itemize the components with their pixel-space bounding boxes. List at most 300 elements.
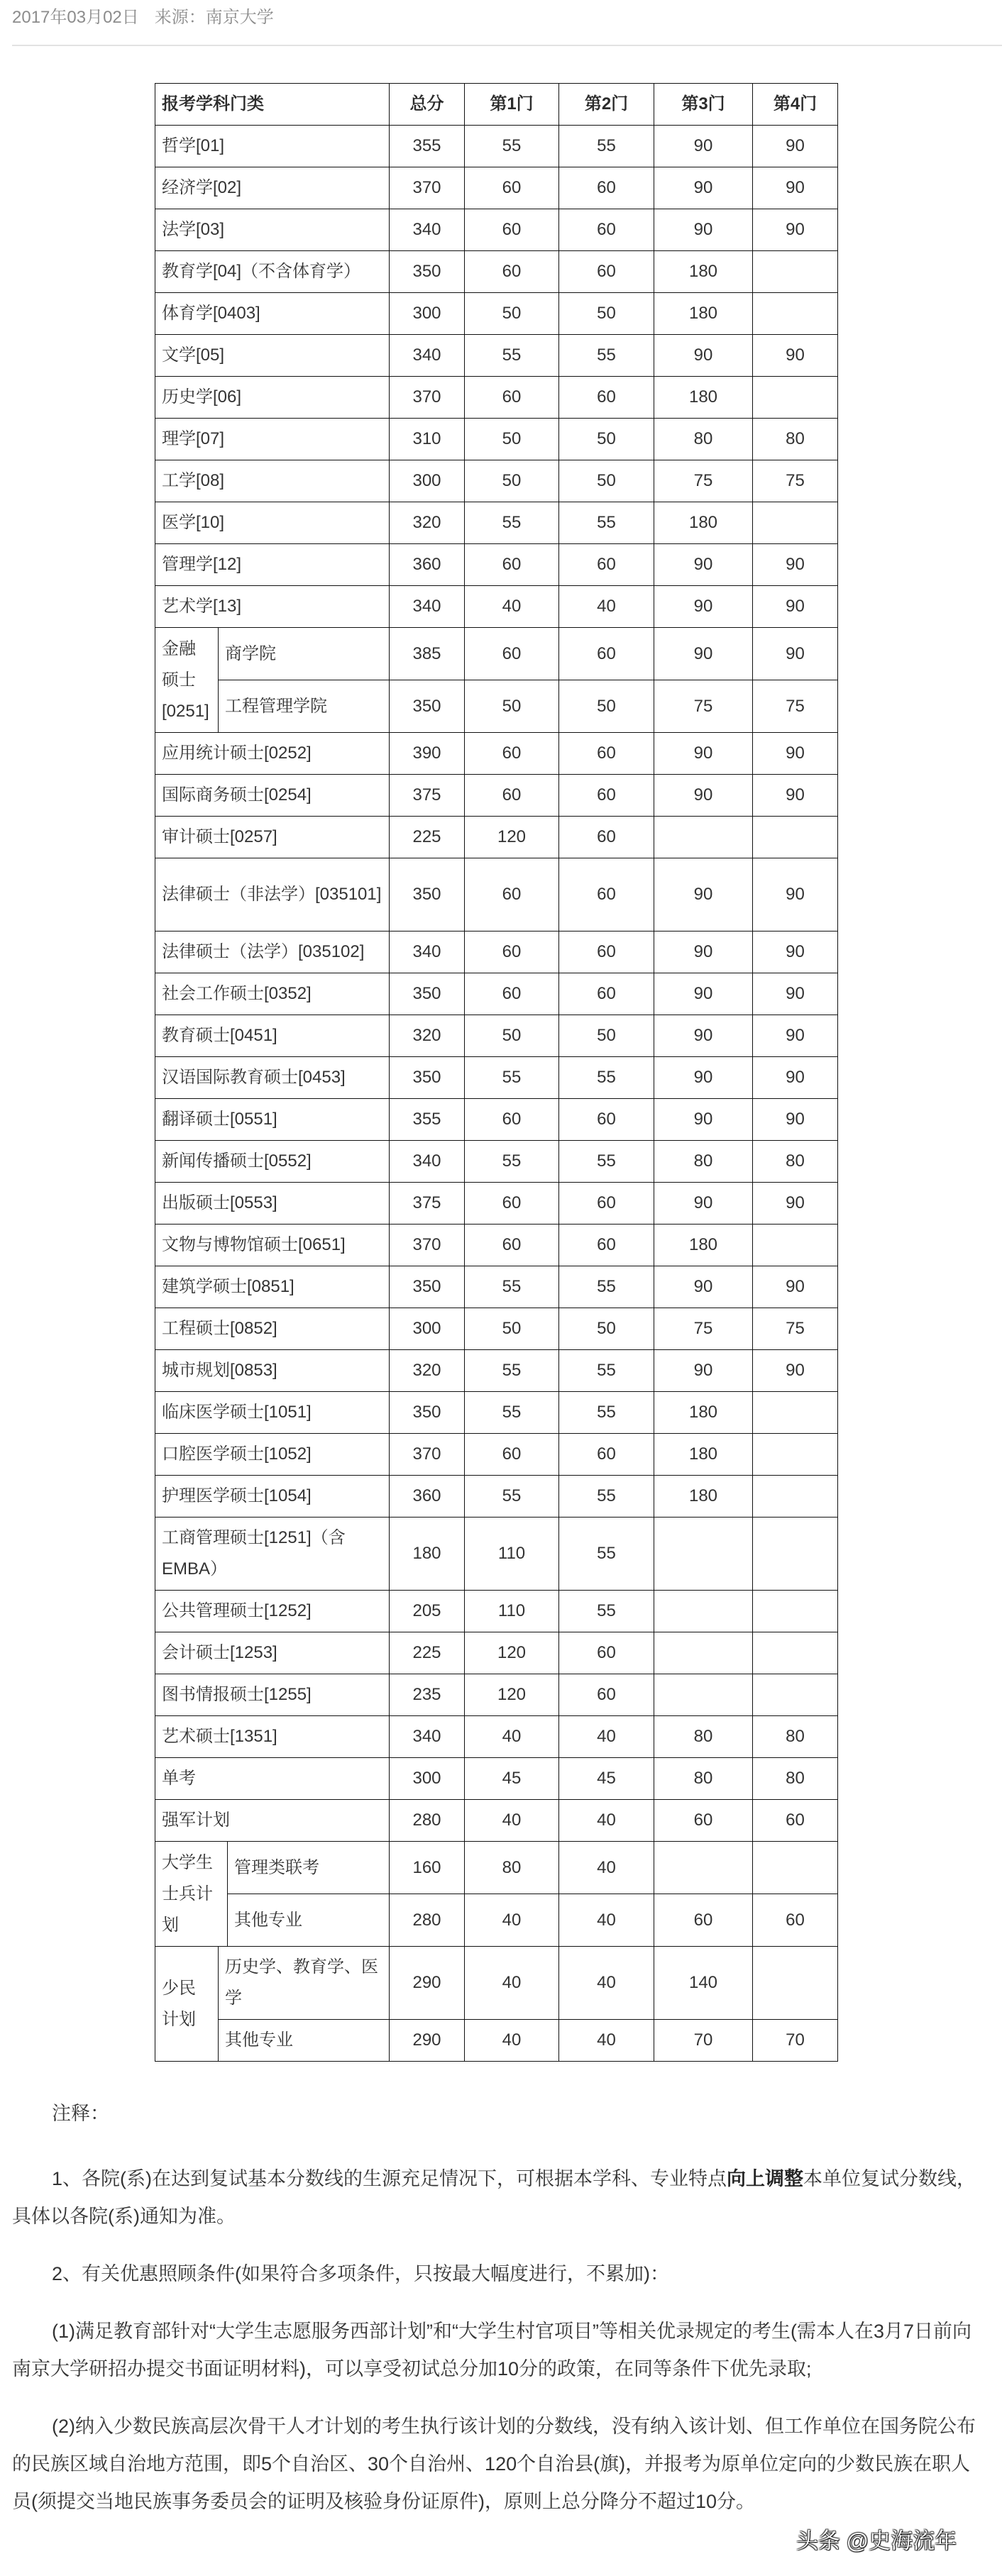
- category-cell: 图书情报硕士[1255]: [155, 1674, 390, 1716]
- subject1-cell: 50: [465, 680, 559, 733]
- total-cell: 280: [390, 1894, 465, 1947]
- subject3-cell: 80: [654, 419, 753, 460]
- subject1-cell: 55: [465, 1266, 559, 1308]
- subject2-cell: 40: [559, 1716, 654, 1758]
- subject4-cell: 90: [753, 1015, 838, 1057]
- subject4-cell: 90: [753, 209, 838, 251]
- source-label: 来源：: [154, 8, 206, 27]
- subject1-cell: 110: [465, 1591, 559, 1632]
- subject3-cell: 90: [654, 1183, 753, 1225]
- subcategory-cell: 工程管理学院: [219, 680, 390, 733]
- category-cell: 新闻传播硕士[0552]: [155, 1141, 390, 1183]
- subject3-cell: 180: [654, 251, 753, 293]
- subcategory-cell: 其他专业: [219, 2020, 390, 2062]
- category-cell: 哲学[01]: [155, 126, 390, 167]
- total-cell: 370: [390, 1434, 465, 1476]
- subject3-cell: 75: [654, 680, 753, 733]
- subject4-cell: 90: [753, 126, 838, 167]
- total-cell: 320: [390, 1015, 465, 1057]
- header-subject3: 第3门: [654, 84, 753, 126]
- subject1-cell: 80: [465, 1842, 559, 1894]
- header-subject4: 第4门: [753, 84, 838, 126]
- subject2-cell: 40: [559, 1947, 654, 2020]
- subject1-cell: 55: [465, 502, 559, 544]
- subject4-cell: 75: [753, 460, 838, 502]
- table-row: [155, 1057, 838, 1099]
- total-cell: 385: [390, 628, 465, 680]
- subject4-cell: [753, 1591, 838, 1632]
- total-cell: 160: [390, 1842, 465, 1894]
- total-cell: 350: [390, 1057, 465, 1099]
- total-cell: 340: [390, 1141, 465, 1183]
- table-row: [155, 251, 838, 293]
- notes-section: [12, 2095, 983, 2541]
- subject3-cell: 180: [654, 502, 753, 544]
- category-cell: 法律硕士（非法学）[035101]: [155, 858, 390, 932]
- subject1-cell: 55: [465, 1476, 559, 1518]
- category-cell: 工学[08]: [155, 460, 390, 502]
- subcategory-cell: 管理类联考: [228, 1842, 390, 1894]
- subject1-cell: 40: [465, 2020, 559, 2062]
- subject3-cell: [654, 1518, 753, 1591]
- publish-date: 2017年03月02日: [12, 8, 139, 27]
- category-cell: 公共管理硕士[1252]: [155, 1591, 390, 1632]
- subject1-cell: 55: [465, 1141, 559, 1183]
- category-cell: 文学[05]: [155, 335, 390, 377]
- subject1-cell: 50: [465, 1308, 559, 1350]
- subject1-cell: 60: [465, 858, 559, 932]
- subject2-cell: 55: [559, 502, 654, 544]
- subject1-cell: 60: [465, 775, 559, 817]
- category-cell: 文物与博物馆硕士[0651]: [155, 1225, 390, 1266]
- subject1-cell: 60: [465, 973, 559, 1015]
- category-cell: 教育学[04]（不含体育学）: [155, 251, 390, 293]
- total-cell: 340: [390, 209, 465, 251]
- subject3-cell: 90: [654, 858, 753, 932]
- subject4-cell: 75: [753, 680, 838, 733]
- table-row: [155, 1591, 838, 1632]
- subject4-cell: [753, 293, 838, 335]
- subject4-cell: [753, 1842, 838, 1894]
- subject2-cell: 50: [559, 419, 654, 460]
- subject2-cell: 60: [559, 1183, 654, 1225]
- subject1-cell: 60: [465, 251, 559, 293]
- subject1-cell: 60: [465, 628, 559, 680]
- subject3-cell: 90: [654, 628, 753, 680]
- total-cell: 350: [390, 1392, 465, 1434]
- group-cell: 少民计划: [155, 1947, 219, 2062]
- subject2-cell: 55: [559, 335, 654, 377]
- subject2-cell: 60: [559, 1674, 654, 1716]
- table-row: [155, 680, 838, 733]
- table-row: [155, 775, 838, 817]
- category-cell: 法学[03]: [155, 209, 390, 251]
- total-cell: 300: [390, 460, 465, 502]
- total-cell: 340: [390, 1716, 465, 1758]
- subject3-cell: 90: [654, 733, 753, 775]
- header-divider: [12, 45, 1002, 46]
- subject4-cell: [753, 1434, 838, 1476]
- subject2-cell: 60: [559, 973, 654, 1015]
- subject2-cell: 55: [559, 1476, 654, 1518]
- category-cell: 出版硕士[0553]: [155, 1183, 390, 1225]
- total-cell: 205: [390, 1591, 465, 1632]
- subject3-cell: 90: [654, 973, 753, 1015]
- table-row: [155, 1842, 838, 1894]
- subject4-cell: 90: [753, 586, 838, 628]
- subject1-cell: 55: [465, 126, 559, 167]
- table-row: [155, 1894, 838, 1947]
- subject2-cell: 60: [559, 1632, 654, 1674]
- subject1-cell: 40: [465, 1894, 559, 1947]
- subject2-cell: 60: [559, 1225, 654, 1266]
- subject4-cell: [753, 1392, 838, 1434]
- subject2-cell: 50: [559, 293, 654, 335]
- subject4-cell: [753, 1518, 838, 1591]
- category-cell: 翻译硕士[0551]: [155, 1099, 390, 1141]
- subject3-cell: 90: [654, 209, 753, 251]
- subject4-cell: 90: [753, 858, 838, 932]
- note-2-2: (2)纳入少数民族高层次骨干人才计划的考生执行该计划的分数线，没有纳入该计划、但工作单位在国务院公布的民族区域自治地方范围，即5个自治区、30个自治州、120个自治县(旗)，并报考为原单位定向的少数民族在职人员(须提交当地民族事务委员会的证明及核验身份证原件)，原则上总分降分不超过10分。: [12, 2416, 976, 2512]
- category-cell: 管理学[12]: [155, 544, 390, 586]
- subject2-cell: 40: [559, 2020, 654, 2062]
- category-cell: 历史学[06]: [155, 377, 390, 419]
- subject3-cell: 180: [654, 293, 753, 335]
- subject3-cell: 90: [654, 1350, 753, 1392]
- category-cell: 汉语国际教育硕士[0453]: [155, 1057, 390, 1099]
- subject3-cell: 90: [654, 1099, 753, 1141]
- subject1-cell: 60: [465, 377, 559, 419]
- category-cell: 单考: [155, 1758, 390, 1800]
- subject1-cell: 40: [465, 1947, 559, 2020]
- subject2-cell: 55: [559, 1057, 654, 1099]
- subject2-cell: 45: [559, 1758, 654, 1800]
- subject1-cell: 60: [465, 1183, 559, 1225]
- category-cell: 会计硕士[1253]: [155, 1632, 390, 1674]
- subject3-cell: 180: [654, 377, 753, 419]
- watermark: 头条 @史海流年: [796, 2528, 957, 2553]
- subject2-cell: 60: [559, 209, 654, 251]
- total-cell: 375: [390, 1183, 465, 1225]
- subject4-cell: 90: [753, 1057, 838, 1099]
- subject2-cell: 55: [559, 1350, 654, 1392]
- subject1-cell: 55: [465, 335, 559, 377]
- subject1-cell: 50: [465, 460, 559, 502]
- category-cell: 社会工作硕士[0352]: [155, 973, 390, 1015]
- total-cell: 355: [390, 1099, 465, 1141]
- subject1-cell: 40: [465, 1800, 559, 1842]
- total-cell: 225: [390, 1632, 465, 1674]
- total-cell: 340: [390, 586, 465, 628]
- subject3-cell: 140: [654, 1947, 753, 2020]
- subject3-cell: 90: [654, 126, 753, 167]
- table-row: [155, 628, 838, 680]
- subject1-cell: 45: [465, 1758, 559, 1800]
- category-cell: 护理医学硕士[1054]: [155, 1476, 390, 1518]
- subject3-cell: 80: [654, 1141, 753, 1183]
- subject1-cell: 55: [465, 1057, 559, 1099]
- subject2-cell: 60: [559, 775, 654, 817]
- category-cell: 城市规划[0853]: [155, 1350, 390, 1392]
- table-row: [155, 1476, 838, 1518]
- table-row: [155, 502, 838, 544]
- category-cell: 临床医学硕士[1051]: [155, 1392, 390, 1434]
- subject2-cell: 60: [559, 733, 654, 775]
- subject4-cell: 90: [753, 932, 838, 973]
- table-row: [155, 1434, 838, 1476]
- total-cell: 370: [390, 167, 465, 209]
- subject2-cell: 40: [559, 1800, 654, 1842]
- subject2-cell: 60: [559, 544, 654, 586]
- table-row: [155, 2020, 838, 2062]
- note-2: 2、有关优惠照顾条件(如果符合多项条件，只按最大幅度进行，不累加)：: [52, 2263, 669, 2284]
- subject4-cell: [753, 1947, 838, 2020]
- subject2-cell: 60: [559, 932, 654, 973]
- subject4-cell: 90: [753, 1183, 838, 1225]
- total-cell: 360: [390, 544, 465, 586]
- subject2-cell: 50: [559, 1015, 654, 1057]
- total-cell: 370: [390, 1225, 465, 1266]
- category-cell: 建筑学硕士[0851]: [155, 1266, 390, 1308]
- subject4-cell: 90: [753, 335, 838, 377]
- category-cell: 国际商务硕士[0254]: [155, 775, 390, 817]
- subject1-cell: 50: [465, 293, 559, 335]
- subject2-cell: 55: [559, 1392, 654, 1434]
- subject3-cell: 70: [654, 2020, 753, 2062]
- category-cell: 工程硕士[0852]: [155, 1308, 390, 1350]
- category-cell: 强军计划: [155, 1800, 390, 1842]
- table-row: [155, 1015, 838, 1057]
- score-table: [155, 83, 838, 2062]
- subject4-cell: 70: [753, 2020, 838, 2062]
- total-cell: 300: [390, 1308, 465, 1350]
- table-row: [155, 209, 838, 251]
- note-1: [12, 2160, 983, 2235]
- table-row: [155, 1716, 838, 1758]
- category-cell: 经济学[02]: [155, 167, 390, 209]
- subject3-cell: 90: [654, 1266, 753, 1308]
- subject4-cell: 60: [753, 1894, 838, 1947]
- subcategory-cell: 其他专业: [228, 1894, 390, 1947]
- subject1-cell: 60: [465, 1099, 559, 1141]
- subject1-cell: 60: [465, 733, 559, 775]
- category-cell: 工商管理硕士[1251]（含EMBA）: [155, 1518, 390, 1591]
- table-row: [155, 1266, 838, 1308]
- subject1-cell: 50: [465, 1015, 559, 1057]
- table-row: [155, 817, 838, 858]
- subject3-cell: 80: [654, 1716, 753, 1758]
- subject1-cell: 120: [465, 817, 559, 858]
- subject3-cell: 90: [654, 167, 753, 209]
- total-cell: 355: [390, 126, 465, 167]
- subject4-cell: [753, 377, 838, 419]
- subject3-cell: 60: [654, 1894, 753, 1947]
- note-1-emphasis: 向上调整: [727, 2168, 803, 2189]
- subject1-cell: 60: [465, 1434, 559, 1476]
- subject3-cell: 90: [654, 335, 753, 377]
- total-cell: 350: [390, 973, 465, 1015]
- subject3-cell: [654, 1674, 753, 1716]
- subject4-cell: 90: [753, 628, 838, 680]
- total-cell: 370: [390, 377, 465, 419]
- subject4-cell: 90: [753, 775, 838, 817]
- table-row: [155, 1800, 838, 1842]
- subject2-cell: 60: [559, 1434, 654, 1476]
- total-cell: 320: [390, 502, 465, 544]
- category-cell: 教育硕士[0451]: [155, 1015, 390, 1057]
- total-cell: 290: [390, 2020, 465, 2062]
- table-row: [155, 544, 838, 586]
- subject2-cell: 50: [559, 680, 654, 733]
- subject3-cell: 75: [654, 460, 753, 502]
- table-row: [155, 733, 838, 775]
- category-cell: 艺术学[13]: [155, 586, 390, 628]
- subject3-cell: 90: [654, 775, 753, 817]
- subject2-cell: 60: [559, 167, 654, 209]
- subject2-cell: 60: [559, 377, 654, 419]
- subject4-cell: 90: [753, 167, 838, 209]
- subject3-cell: [654, 817, 753, 858]
- subject3-cell: 60: [654, 1800, 753, 1842]
- subject2-cell: 60: [559, 251, 654, 293]
- subject2-cell: 60: [559, 1099, 654, 1141]
- subject1-cell: 60: [465, 209, 559, 251]
- subject2-cell: 55: [559, 1518, 654, 1591]
- subject3-cell: 75: [654, 1308, 753, 1350]
- subject3-cell: [654, 1842, 753, 1894]
- total-cell: 390: [390, 733, 465, 775]
- subject2-cell: 60: [559, 858, 654, 932]
- total-cell: 375: [390, 775, 465, 817]
- table-row: [155, 1392, 838, 1434]
- subject2-cell: 55: [559, 1266, 654, 1308]
- subcategory-cell: 商学院: [219, 628, 390, 680]
- table-row: [155, 460, 838, 502]
- category-cell: 法律硕士（法学）[035102]: [155, 932, 390, 973]
- subject3-cell: 90: [654, 1015, 753, 1057]
- subject3-cell: 180: [654, 1476, 753, 1518]
- table-row: [155, 377, 838, 419]
- table-row: [155, 1099, 838, 1141]
- table-row: [155, 419, 838, 460]
- subject4-cell: 90: [753, 1099, 838, 1141]
- subject2-cell: 60: [559, 628, 654, 680]
- notes-title: 注释：: [52, 2103, 109, 2124]
- subject1-cell: 40: [465, 586, 559, 628]
- subject3-cell: [654, 1632, 753, 1674]
- total-cell: 300: [390, 293, 465, 335]
- category-cell: 体育学[0403]: [155, 293, 390, 335]
- total-cell: 280: [390, 1800, 465, 1842]
- category-cell: 应用统计硕士[0252]: [155, 733, 390, 775]
- table-row: [155, 1350, 838, 1392]
- table-row: [155, 1758, 838, 1800]
- subject4-cell: 90: [753, 1350, 838, 1392]
- subcategory-cell: 历史学、教育学、医学: [219, 1947, 390, 2020]
- table-row: [155, 1518, 838, 1591]
- subject4-cell: [753, 502, 838, 544]
- subject4-cell: 90: [753, 733, 838, 775]
- subject2-cell: 55: [559, 1141, 654, 1183]
- subject3-cell: 90: [654, 586, 753, 628]
- table-row: [155, 1632, 838, 1674]
- table-row: [155, 973, 838, 1015]
- table-row: [155, 1141, 838, 1183]
- table-row: [155, 126, 838, 167]
- subject1-cell: 60: [465, 1225, 559, 1266]
- total-cell: 350: [390, 251, 465, 293]
- category-cell: 审计硕士[0257]: [155, 817, 390, 858]
- source-name: 南京大学: [205, 8, 274, 27]
- total-cell: 350: [390, 680, 465, 733]
- table-row: [155, 1947, 838, 2020]
- subject4-cell: [753, 1674, 838, 1716]
- subject2-cell: 55: [559, 126, 654, 167]
- subject4-cell: 90: [753, 1266, 838, 1308]
- subject3-cell: 90: [654, 544, 753, 586]
- total-cell: 235: [390, 1674, 465, 1716]
- group-cell: 金融硕士[0251]: [155, 628, 219, 733]
- subject4-cell: [753, 251, 838, 293]
- subject2-cell: 40: [559, 1842, 654, 1894]
- total-cell: 180: [390, 1518, 465, 1591]
- subject4-cell: 60: [753, 1800, 838, 1842]
- note-1-text: 1、各院(系)在达到复试基本分数线的生源充足情况下，可根据本学科、专业特点: [52, 2168, 727, 2189]
- header-total: 总分: [390, 84, 465, 126]
- subject4-cell: [753, 1225, 838, 1266]
- total-cell: 350: [390, 1266, 465, 1308]
- subject4-cell: 75: [753, 1308, 838, 1350]
- category-cell: 医学[10]: [155, 502, 390, 544]
- subject1-cell: 55: [465, 1350, 559, 1392]
- category-cell: 艺术硕士[1351]: [155, 1716, 390, 1758]
- subject3-cell: 80: [654, 1758, 753, 1800]
- subject4-cell: 80: [753, 1716, 838, 1758]
- total-cell: 340: [390, 335, 465, 377]
- table-row: [155, 335, 838, 377]
- subject1-cell: 110: [465, 1518, 559, 1591]
- subject2-cell: 40: [559, 586, 654, 628]
- article-meta: [12, 6, 274, 29]
- total-cell: 360: [390, 1476, 465, 1518]
- table-row: [155, 293, 838, 335]
- subject4-cell: 80: [753, 1141, 838, 1183]
- total-cell: 320: [390, 1350, 465, 1392]
- total-cell: 340: [390, 932, 465, 973]
- subject1-cell: 120: [465, 1674, 559, 1716]
- subject2-cell: 40: [559, 1894, 654, 1947]
- table-header-row: [155, 84, 838, 126]
- subject3-cell: 180: [654, 1392, 753, 1434]
- subject4-cell: [753, 817, 838, 858]
- table-row: [155, 932, 838, 973]
- header-subject1: 第1门: [465, 84, 559, 126]
- subject4-cell: 90: [753, 544, 838, 586]
- subject4-cell: 80: [753, 1758, 838, 1800]
- table-row: [155, 167, 838, 209]
- subject3-cell: 90: [654, 932, 753, 973]
- subject4-cell: 80: [753, 419, 838, 460]
- subject4-cell: [753, 1632, 838, 1674]
- subject1-cell: 60: [465, 167, 559, 209]
- category-cell: 口腔医学硕士[1052]: [155, 1434, 390, 1476]
- subject4-cell: 90: [753, 973, 838, 1015]
- total-cell: 225: [390, 817, 465, 858]
- subject4-cell: [753, 1476, 838, 1518]
- table-row: [155, 1183, 838, 1225]
- subject1-cell: 60: [465, 932, 559, 973]
- subject2-cell: 50: [559, 460, 654, 502]
